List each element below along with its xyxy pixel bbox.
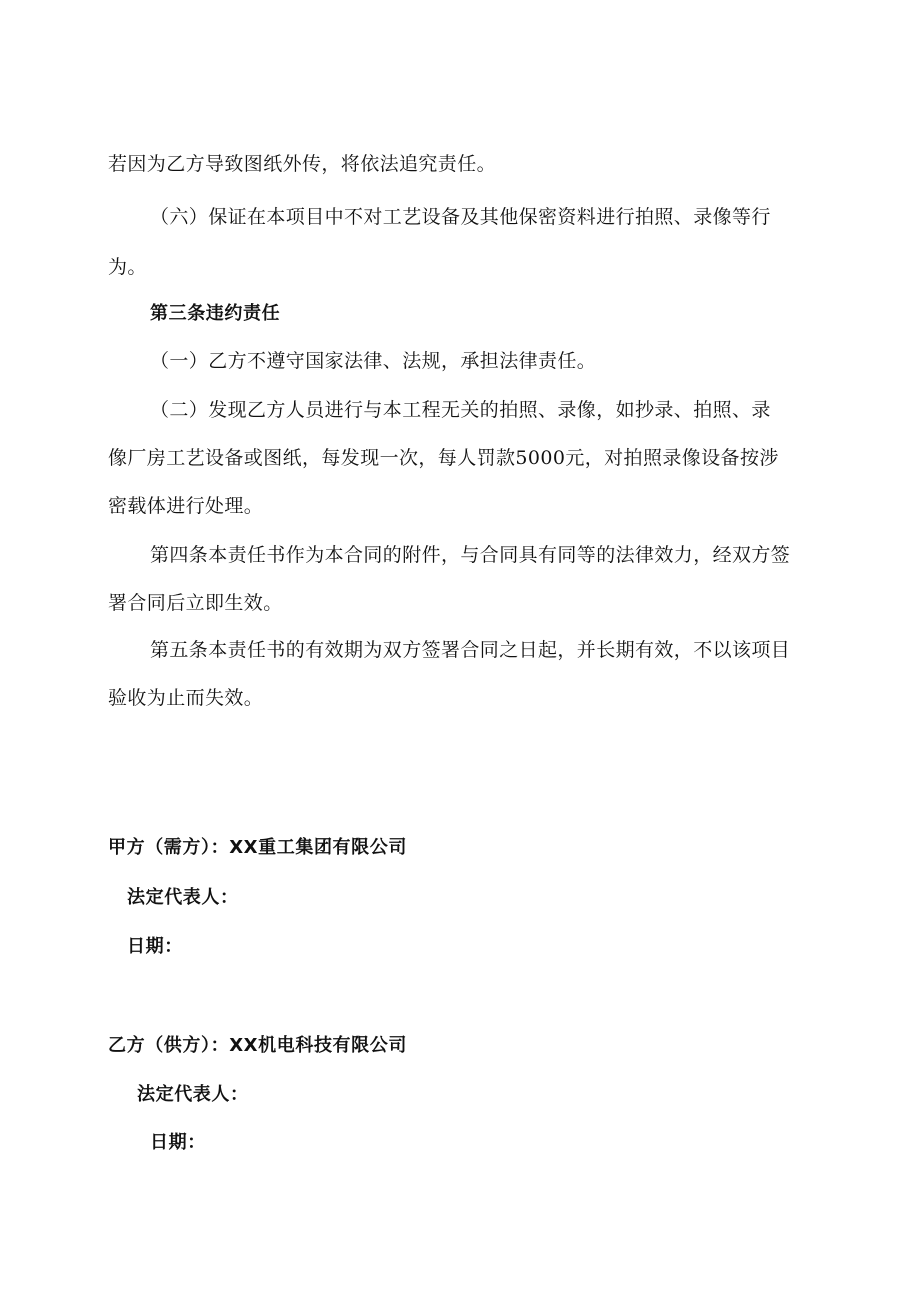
- article-five-line-2: 验收为止而失效。: [108, 687, 264, 709]
- party-a-representative: 法定代表人：: [127, 887, 239, 908]
- party-a-label: 甲方（需方）：XX重工集团有限公司: [108, 837, 407, 858]
- party-b-label: 乙方（供方）：XX机电科技有限公司: [108, 1035, 407, 1056]
- article-four-line-1: 第四条本责任书作为本合同的附件，与合同具有同等的法律效力，经双方签: [150, 544, 791, 566]
- article-three-item-2-line-2: 像厂房工艺设备或图纸，每发现一次，每人罚款5000元，对拍照录像设备按涉: [108, 447, 779, 469]
- article-three-item-1: （一）乙方不遵守国家法律、法规，承担法律责任。: [150, 350, 597, 372]
- party-a-date: 日期：: [127, 936, 183, 957]
- article-three-item-2-line-1: （二）发现乙方人员进行与本工程无关的拍照、录像，如抄录、拍照、录: [150, 399, 771, 421]
- item-six-line-2: 为。: [108, 256, 147, 278]
- article-three-item-2-line-3: 密载体进行处理。: [108, 495, 264, 517]
- article-five-line-1: 第五条本责任书的有效期为双方签署合同之日起，并长期有效，不以该项目: [150, 639, 791, 661]
- party-b-representative: 法定代表人：: [137, 1084, 249, 1105]
- article-four-line-2: 署合同后立即生效。: [108, 592, 283, 614]
- item-six-line-1: （六）保证在本项目中不对工艺设备及其他保密资料进行拍照、录像等行: [150, 206, 771, 228]
- article-three-heading: 第三条违约责任: [150, 303, 281, 324]
- party-b-date: 日期：: [150, 1132, 206, 1153]
- paragraph-continued: 若因为乙方导致图纸外传，将依法追究责任。: [108, 153, 497, 175]
